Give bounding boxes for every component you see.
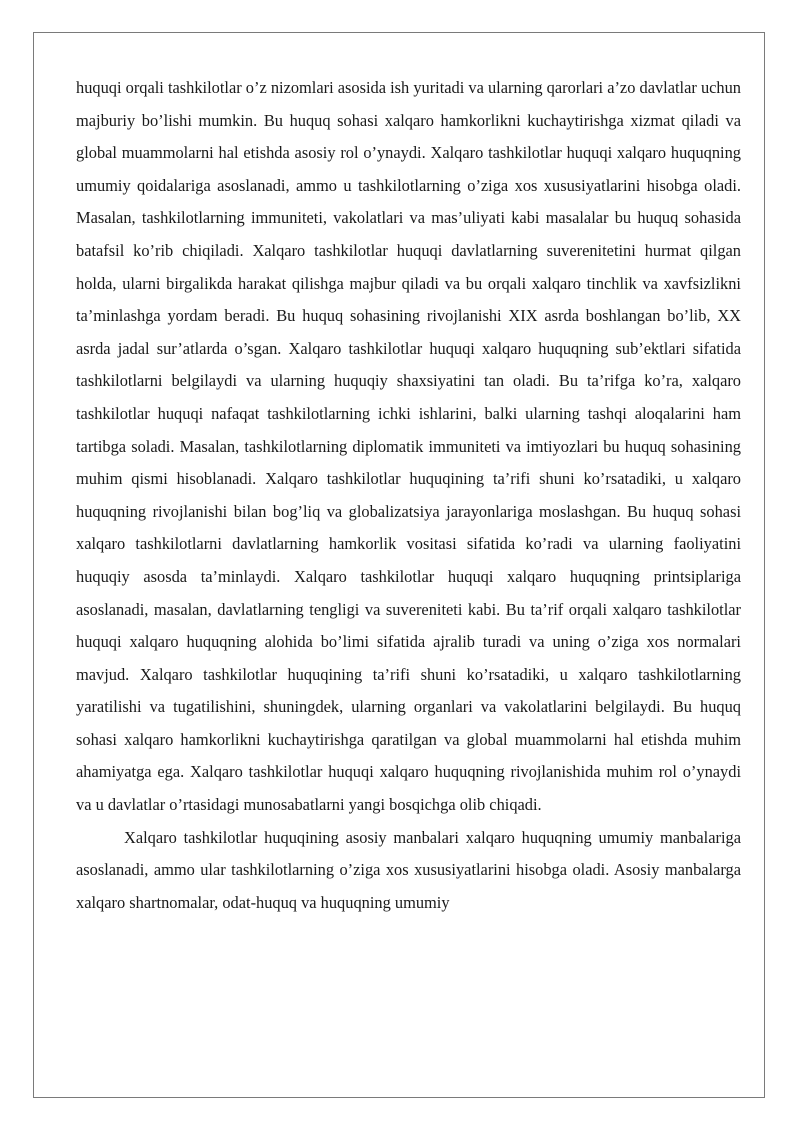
paragraph-2: Xalqaro tashkilotlar huquqining asosiy manbalari xalqaro huquqning umumiy manbalariga asoslanadi, ammo ular tashkilotlarning o’ziga xos xususiyatlarini hisobga oladi. Asosiy manbalarga xalqaro shartnomalar, odat-huquq va huquqning umumiy	[76, 827, 741, 912]
paragraph-1: huquqi orqali tashkilotlar o’z nizomlari asosida ish yuritadi va ularning qarorlari a’zo davlatlar uchun majburiy bo’lishi mumkin. Bu huquq sohasi xalqaro hamkorlikni kuchaytirishga xizmat qiladi va global muammolarni hal etishda asosiy rol o’ynaydi. Xalqaro tashkilotlar huquqi xalqaro huquqning umumiy qoidalariga asoslanadi, ammo u tashkilotlarning o’ziga xos xususiyatlarini hisobga oladi. Masalan, tashkilotlarning immuniteti, vakolatlari va mas’uliyati kabi masalalar bu huquq sohasida batafsil ko’rib chiqiladi. Xalqaro tashkilotlar huquqi davlatlarning suverenitetini hurmat qilgan holda, ularni birgalikda harakat qilishga majbur qiladi va bu orqali xalqaro tinchlik va xavfsizlikni ta’minlashga yordam beradi. Bu huquq sohasining rivojlanishi XIX asrda boshlangan bo’lib, XX asrda jadal sur’atlarda o’sgan. Xalqaro tashkilotlar huquqi xalqaro huquqning sub’ektlari sifatida tashkilotlarni belgilaydi va ularning huquqiy shaxsiyatini tan oladi. Bu ta’rifga ko’ra, xalqaro tashkilotlar huquqi nafaqat tashkilotlarning ichki ishlarini, balki ularning tashqi aloqalarini ham tartibga soladi. Masalan, tashkilotlarning diplomatik immuniteti va imtiyozlari bu huquq sohasining muhim qismi hisoblanadi. Xalqaro tashkilotlar huquqining ta’rifi shuni ko’rsatadiki, u xalqaro huquqning rivojlanishi bilan bog’liq va globalizatsiya jarayonlariga moslashgan. Bu huquq sohasi xalqaro tashkilotlarni davlatlarning hamkorlik vositasi sifatida ko’radi va ularning faoliyatini huquqiy asosda ta’minlaydi. Xalqaro tashkilotlar huquqi xalqaro huquqning printsiplariga asoslanadi, masalan, davlatlarning tengligi va suvereniteti kabi. Bu ta’rif orqali xalqaro tashkilotlar huquqi xalqaro huquqning alohida bo’limi sifatida ajralib turadi va uning o’ziga xos normalari mavjud. Xalqaro tashkilotlar huquqining ta’rifi shuni ko’rsatadiki, u xalqaro tashkilotlarning yaratilishi va tugatilishini, shuningdek, ularning organlari va vakolatlarini belgilaydi. Bu huquq sohasi xalqaro hamkorlikni kuchaytirishga qaratilgan va global muammolarni hal etishda muhim ahamiyatga ega. Xalqaro tashkilotlar huquqi xalqaro huquqning rivojlanishida muhim rol o’ynaydi va u davlatlar o’rtasidagi munosabatlarni yangi bosqichga olib chiqadi.	[76, 78, 741, 815]
document-body	[76, 72, 741, 919]
